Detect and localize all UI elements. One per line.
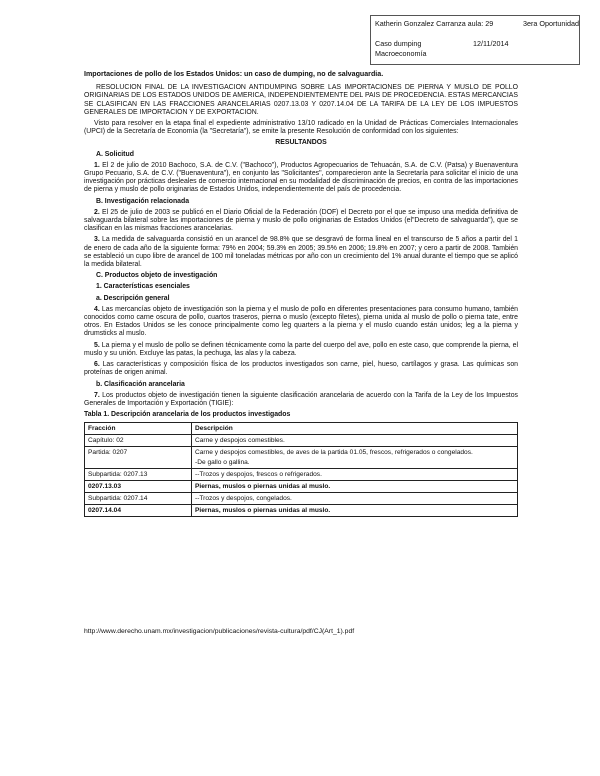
- column-header-descripcion: Descripción: [192, 423, 518, 435]
- intro-paragraph: Visto para resolver en la etapa final el expediente administrativo 13/10 radicado en la Unidad de Prácticas Comerciales Internacionales (UPCI) de la Secretaría de Economía (la "Secretaría"), se emite la presente Resolución de conformidad con los siguientes:: [84, 120, 518, 136]
- subject-label: Macroeconomía: [375, 49, 427, 58]
- paragraph-3: [84, 236, 518, 269]
- paragraph-5: [84, 342, 518, 358]
- paragraph-number: 6.: [94, 361, 100, 369]
- section-c-heading: C. Productos objeto de investigación: [96, 272, 218, 280]
- table-row: [85, 435, 518, 447]
- student-info-box: [370, 15, 580, 65]
- fraccion-cell: Subpartida: 0207.13: [85, 469, 192, 481]
- column-header-fraccion: Fracción: [85, 423, 192, 435]
- paragraph-7: [84, 392, 518, 408]
- resolution-heading: RESOLUCION FINAL DE LA INVESTIGACION ANTIDUMPING SOBRE LAS IMPORTACIONES DE PIERNA Y MUSLO DE POLLO ORIGINARIAS DE LOS ESTADOS UNIDOS DE AMERICA, INDEPENDIENTEMENTE DEL PAIS DE PROCEDENCIA. ESTAS MERCANCIAS SE CLASIFICAN EN LAS FRACCIONES ARANCELARIAS 0207.13.03 Y 0207.14.04 DE LA TARIFA DE LA LEY DE LOS IMPUESTOS GENERALES DE IMPORTACION Y DE EXPORTACION.: [84, 84, 518, 116]
- section-c1-heading: 1. Características esenciales: [96, 283, 190, 291]
- tariff-table: [84, 422, 518, 517]
- paragraph-text: Las mercancías objeto de investigación son la pierna y el muslo de pollo en diferentes presentaciones para consumo humano, también conocidos como carne oscura de pollo, cuartos traseros, pierna o muslo (excepto filetes), pierna unida al muslo de pollo o pierna tate, entre otros. En Estados Unidos se les conoce principalmente como leg quarters a la pierna y el muslo cuando están unidos; leg a la pierna y drumsticks al muslo.: [84, 305, 518, 338]
- table-row: [85, 469, 518, 481]
- source-link[interactable]: http://www.derecho.unam.mx/investigacion/publicaciones/revista-cultura/pdf/CJ(Art_1).pdf: [84, 628, 355, 635]
- case-label: Caso dumping: [375, 39, 422, 48]
- table-row: [85, 447, 518, 469]
- fraccion-cell: Capítulo: 02: [85, 435, 192, 447]
- paragraph-text: La pierna y el muslo de pollo se definen técnicamente como la parte del cuerpo del ave, pollo en este caso, que comprende la pierna, el muslo y su unión. Excluye las patas, la pechuga, las alas y la cabeza.: [84, 341, 518, 357]
- descripcion-cell: --Trozos y despojos, frescos o refrigerados.: [192, 469, 518, 481]
- descripcion-cell: Piernas, muslos o piernas unidas al muslo.: [192, 505, 518, 517]
- descripcion-cell: Carne y despojos comestibles.: [192, 435, 518, 447]
- document-body: [84, 70, 518, 517]
- paragraph-2: [84, 209, 518, 234]
- paragraph-text: El 2 de julio de 2010 Bachoco, S.A. de C.V. ("Bachoco"), Productos Agropecuarios de Tehuacán, S.A. de C.V. (Patsa) y Buenaventura Grupo Pecuario, S.A. de C.V. ("Buenaventura"), en conjunto las "Solicitantes", comparecieron ante la Secretaría para solicitar el inicio de una investigación por prácticas desleales de comercio internacional en su modalidad de discriminación de precios, en contra de las importaciones de pierna y muslo de pollo originarias de Estados Unidos, independientemente del país de procedencia.: [84, 161, 518, 194]
- table-row: [85, 481, 518, 493]
- resultandos-heading: RESULTANDOS: [275, 139, 327, 147]
- section-a2-heading: a. Descripción general: [96, 294, 170, 302]
- section-b-heading: B. Investigación relacionada: [96, 197, 190, 205]
- table-header-row: [85, 423, 518, 435]
- date-label: 12/11/2014: [473, 39, 509, 48]
- table-caption: Tabla 1. Descripción arancelaria de los productos investigados: [84, 411, 291, 419]
- fraccion-cell: Partida: 0207: [85, 447, 192, 469]
- descripcion-subtext: -De gallo o gallina.: [195, 458, 250, 466]
- paragraph-number: 2.: [94, 208, 100, 216]
- paragraph-number: 1.: [94, 161, 100, 169]
- section-a-heading: A. Solicitud: [96, 150, 134, 158]
- paragraph-number: 5.: [94, 341, 100, 349]
- descripcion-cell: [192, 447, 518, 469]
- paragraph-text: El 25 de julio de 2003 se publicó en el Diario Oficial de la Federación (DOF) el Decreto por el que se impuso una medida definitiva de salvaguarda bilateral sobre las importaciones de pierna y muslo de pollo originarias de Estados Unidos (el"Decreto de salvaguarda"), que se clasifican en las mismas fracciones arancelarias.: [84, 208, 518, 233]
- fraccion-cell: 0207.14.04: [85, 505, 192, 517]
- author-line: Katherin Gonzalez Carranza aula: 29: [375, 19, 494, 28]
- paragraph-text: Las características y composición física de los productos investigados son carne, piel, hueso, cartílagos y grasa. Las químicas son proteínas de origen animal.: [84, 361, 518, 377]
- paragraph-text: Los productos objeto de investigación tienen la siguiente clasificación arancelaria de acuerdo con la Tarifa de la Ley de los Impuestos Generales de Importación y Exportación (TIGIE):: [84, 391, 518, 407]
- table-row: [85, 505, 518, 517]
- paragraph-4: [84, 306, 518, 339]
- paragraph-6: [84, 361, 518, 377]
- table-row: [85, 493, 518, 505]
- paragraph-number: 7.: [94, 391, 100, 399]
- fraccion-cell: Subpartida: 0207.14: [85, 493, 192, 505]
- descripcion-text: Carne y despojos comestibles, de aves de la partida 01.05, frescos, refrigerados o congelados.: [195, 448, 473, 456]
- paragraph-number: 4.: [94, 305, 100, 313]
- paragraph-text: La medida de salvaguarda consistió en un arancel de 98.8% que se desgravó de forma lineal en el transcurso de 5 años a partir del 1 de enero de cada año de la siguiente forma: 79% en 2004; 59.3% en 2005; 39.5% en 2006; 19.8% en 2007; y cero a partir de 2008. También se estableció un cupo libre de arancel de 100 mil toneladas métricas por año con un crecimiento del 1% anual durante el tiempo que se aplicó la medida bilateral.: [84, 236, 518, 269]
- fraccion-cell: 0207.13.03: [85, 481, 192, 493]
- descripcion-cell: Piernas, muslos o piernas unidas al muslo.: [192, 481, 518, 493]
- paragraph-number: 3.: [94, 236, 100, 244]
- document-title: Importaciones de pollo de los Estados Unidos: un caso de dumping, no de salvaguardia.: [84, 70, 384, 78]
- opportunity-label: 3era Oportunidad: [523, 19, 579, 28]
- section-b2-heading: b. Clasificación arancelaria: [96, 380, 185, 388]
- descripcion-cell: --Trozos y despojos, congelados.: [192, 493, 518, 505]
- paragraph-1: [84, 162, 518, 195]
